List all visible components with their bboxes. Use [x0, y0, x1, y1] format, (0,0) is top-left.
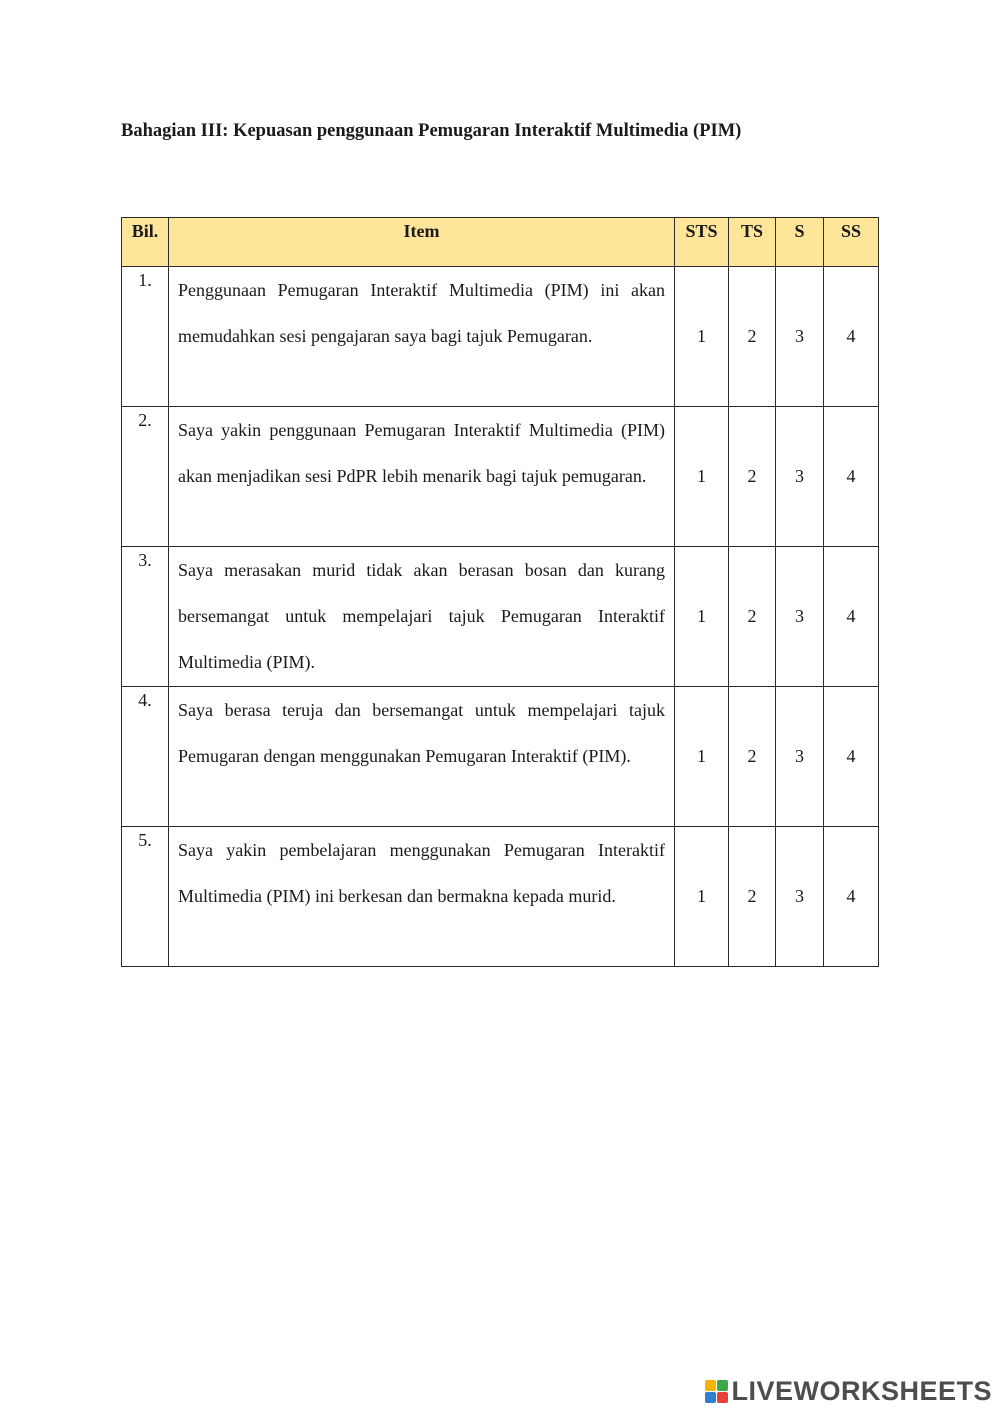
scale-sts-option[interactable]: 1	[675, 827, 729, 967]
liveworksheets-logo-icon	[705, 1380, 728, 1403]
logo-square	[705, 1392, 716, 1403]
row-number: 4.	[122, 687, 169, 827]
row-number: 3.	[122, 547, 169, 687]
header-item: Item	[169, 218, 675, 267]
item-statement: Saya yakin pembelajaran menggunakan Pemugaran Interaktif Multimedia (PIM) ini berkesan dan bermakna kepada murid.	[169, 827, 675, 967]
logo-square	[705, 1380, 716, 1391]
scale-s-option[interactable]: 3	[776, 827, 824, 967]
table-header-row	[122, 218, 879, 267]
scale-sts-option[interactable]: 1	[675, 687, 729, 827]
survey-table	[121, 217, 879, 967]
header-ss: SS	[824, 218, 879, 267]
table-row	[122, 267, 879, 407]
scale-ts-option[interactable]: 2	[729, 547, 776, 687]
row-number: 5.	[122, 827, 169, 967]
table-row	[122, 407, 879, 547]
item-statement: Penggunaan Pemugaran Interaktif Multimedia (PIM) ini akan memudahkan sesi pengajaran saya bagi tajuk Pemugaran.	[169, 267, 675, 407]
scale-s-option[interactable]: 3	[776, 267, 824, 407]
table-row	[122, 547, 879, 687]
header-bil: Bil.	[122, 218, 169, 267]
scale-s-option[interactable]: 3	[776, 547, 824, 687]
row-number: 1.	[122, 267, 169, 407]
section-title: Bahagian III: Kepuasan penggunaan Pemugaran Interaktif Multimedia (PIM)	[121, 121, 742, 141]
scale-sts-option[interactable]: 1	[675, 267, 729, 407]
table-row	[122, 687, 879, 827]
scale-ss-option[interactable]: 4	[824, 407, 879, 547]
scale-sts-option[interactable]: 1	[675, 547, 729, 687]
liveworksheets-watermark	[705, 1376, 992, 1407]
item-statement: Saya merasakan murid tidak akan berasan bosan dan kurang bersemangat untuk mempelajari tajuk Pemugaran Interaktif Multimedia (PIM).	[169, 547, 675, 687]
header-s: S	[776, 218, 824, 267]
scale-ts-option[interactable]: 2	[729, 687, 776, 827]
item-statement: Saya yakin penggunaan Pemugaran Interaktif Multimedia (PIM) akan menjadikan sesi PdPR lebih menarik bagi tajuk pemugaran.	[169, 407, 675, 547]
header-ts: TS	[729, 218, 776, 267]
row-number: 2.	[122, 407, 169, 547]
scale-ss-option[interactable]: 4	[824, 687, 879, 827]
scale-s-option[interactable]: 3	[776, 687, 824, 827]
logo-square	[717, 1392, 728, 1403]
item-statement: Saya berasa teruja dan bersemangat untuk mempelajari tajuk Pemugaran dengan menggunakan Pemugaran Interaktif (PIM).	[169, 687, 675, 827]
header-sts: STS	[675, 218, 729, 267]
scale-ts-option[interactable]: 2	[729, 407, 776, 547]
logo-square	[717, 1380, 728, 1391]
table-row	[122, 827, 879, 967]
scale-s-option[interactable]: 3	[776, 407, 824, 547]
scale-ss-option[interactable]: 4	[824, 547, 879, 687]
scale-ts-option[interactable]: 2	[729, 827, 776, 967]
scale-ts-option[interactable]: 2	[729, 267, 776, 407]
scale-ss-option[interactable]: 4	[824, 267, 879, 407]
scale-ss-option[interactable]: 4	[824, 827, 879, 967]
brand-text: LIVEWORKSHEETS	[731, 1376, 992, 1406]
scale-sts-option[interactable]: 1	[675, 407, 729, 547]
